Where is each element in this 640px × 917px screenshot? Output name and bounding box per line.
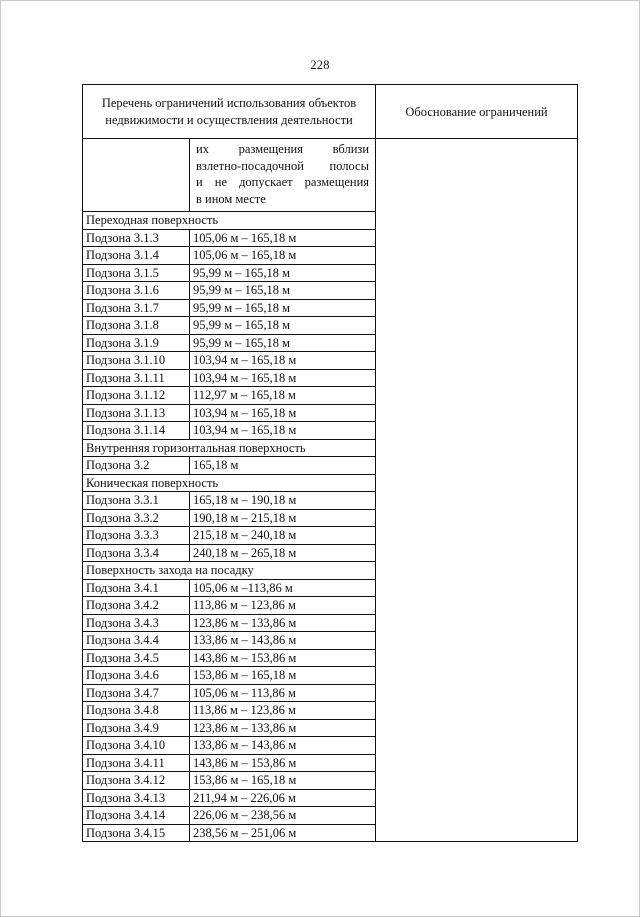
zone-cell: Подзона 3.1.14 [83, 422, 190, 440]
zone-cell: Подзона 3.4.12 [83, 772, 190, 790]
height-range-cell: 113,86 м – 123,86 м [190, 702, 376, 720]
zone-cell: Подзона 3.4.13 [83, 789, 190, 807]
zone-cell: Подзона 3.4.9 [83, 719, 190, 737]
height-range-cell: 165,18 м [190, 457, 376, 475]
zone-cell: Подзона 3.4.1 [83, 579, 190, 597]
zone-cell: Подзона 3.4.11 [83, 754, 190, 772]
zone-cell: Подзона 3.4.6 [83, 667, 190, 685]
height-range-cell: 95,99 м – 165,18 м [190, 264, 376, 282]
zone-cell: Подзона 3.4.2 [83, 597, 190, 615]
zone-cell: Подзона 3.3.1 [83, 492, 190, 510]
continuation-line: взлетно-посадочной полосы [196, 158, 370, 173]
height-range-cell: 165,18 м – 190,18 м [190, 492, 376, 510]
restrictions-table [82, 84, 578, 842]
section-title: Коническая поверхность [83, 474, 376, 492]
continuation-line: их размещения вблизи [196, 142, 370, 156]
height-range-cell: 105,06 м –113,86 м [190, 579, 376, 597]
height-range-cell: 211,94 м – 226,06 м [190, 789, 376, 807]
section-title: Поверхность захода на посадку [83, 562, 376, 580]
zone-cell: Подзона 3.2 [83, 457, 190, 475]
zone-cell: Подзона 3.1.12 [83, 387, 190, 405]
zone-cell: Подзона 3.1.3 [83, 229, 190, 247]
height-range-cell: 143,86 м – 153,86 м [190, 649, 376, 667]
zone-cell: Подзона 3.1.8 [83, 317, 190, 335]
page-number: 228 [310, 58, 330, 72]
height-range-cell: 226,06 м – 238,56 м [190, 807, 376, 825]
height-range-cell: 112,97 м – 165,18 м [190, 387, 376, 405]
table-header-row [83, 85, 578, 139]
zone-cell: Подзона 3.4.15 [83, 824, 190, 842]
height-range-cell: 133,86 м – 143,86 м [190, 737, 376, 755]
zone-cell: Подзона 3.1.13 [83, 404, 190, 422]
height-range-cell: 190,18 м – 215,18 м [190, 509, 376, 527]
zone-cell: Подзона 3.4.7 [83, 684, 190, 702]
section-title: Переходная поверхность [83, 212, 376, 230]
justification-cell [376, 139, 578, 842]
height-range-cell: 103,94 м – 165,18 м [190, 404, 376, 422]
continuation-text-cell [190, 139, 376, 212]
zone-cell: Подзона 3.4.3 [83, 614, 190, 632]
zone-cell: Подзона 3.1.9 [83, 334, 190, 352]
height-range-cell: 123,86 м – 133,86 м [190, 719, 376, 737]
zone-cell: Подзона 3.1.10 [83, 352, 190, 370]
height-range-cell: 103,94 м – 165,18 м [190, 352, 376, 370]
height-range-cell: 95,99 м – 165,18 м [190, 282, 376, 300]
zone-cell: Подзона 3.1.5 [83, 264, 190, 282]
height-range-cell: 95,99 м – 165,18 м [190, 299, 376, 317]
height-range-cell: 133,86 м – 143,86 м [190, 632, 376, 650]
zone-cell: Подзона 3.1.11 [83, 369, 190, 387]
height-range-cell: 238,56 м – 251,06 м [190, 824, 376, 842]
zone-cell: Подзона 3.3.4 [83, 544, 190, 562]
section-title: Внутренняя горизонтальная поверхность [83, 439, 376, 457]
height-range-cell: 105,06 м – 113,86 м [190, 684, 376, 702]
zone-cell: Подзона 3.3.3 [83, 527, 190, 545]
zone-cell: Подзона 3.4.4 [83, 632, 190, 650]
zone-cell: Подзона 3.4.8 [83, 702, 190, 720]
zone-cell: Подзона 3.4.10 [83, 737, 190, 755]
zone-cell: Подзона 3.1.6 [83, 282, 190, 300]
zone-cell: Подзона 3.1.4 [83, 247, 190, 265]
zone-cell: Подзона 3.4.5 [83, 649, 190, 667]
height-range-cell: 103,94 м – 165,18 м [190, 422, 376, 440]
height-range-cell: 123,86 м – 133,86 м [190, 614, 376, 632]
zone-cell: Подзона 3.1.7 [83, 299, 190, 317]
height-range-cell: 113,86 м – 123,86 м [190, 597, 376, 615]
continuation-row [83, 139, 578, 212]
height-range-cell: 143,86 м – 153,86 м [190, 754, 376, 772]
zone-cell: Подзона 3.3.2 [83, 509, 190, 527]
height-range-cell: 215,18 м – 240,18 м [190, 527, 376, 545]
continuation-line: в ином месте [196, 191, 266, 206]
zone-cell: Подзона 3.4.14 [83, 807, 190, 825]
continuation-empty-cell [83, 139, 190, 212]
continuation-line: и не допускает размещения [196, 175, 370, 189]
height-range-cell: 103,94 м – 165,18 м [190, 369, 376, 387]
height-range-cell: 240,18 м – 265,18 м [190, 544, 376, 562]
height-range-cell: 153,86 м – 165,18 м [190, 667, 376, 685]
height-range-cell: 95,99 м – 165,18 м [190, 334, 376, 352]
height-range-cell: 105,06 м – 165,18 м [190, 229, 376, 247]
height-range-cell: 105,06 м – 165,18 м [190, 247, 376, 265]
header-justification: Обоснование ограничений [376, 85, 578, 139]
header-restrictions-list: Перечень ограничений использования объектов недвижимости и осуществления деятельности [83, 85, 376, 139]
height-range-cell: 95,99 м – 165,18 м [190, 317, 376, 335]
height-range-cell: 153,86 м – 165,18 м [190, 772, 376, 790]
